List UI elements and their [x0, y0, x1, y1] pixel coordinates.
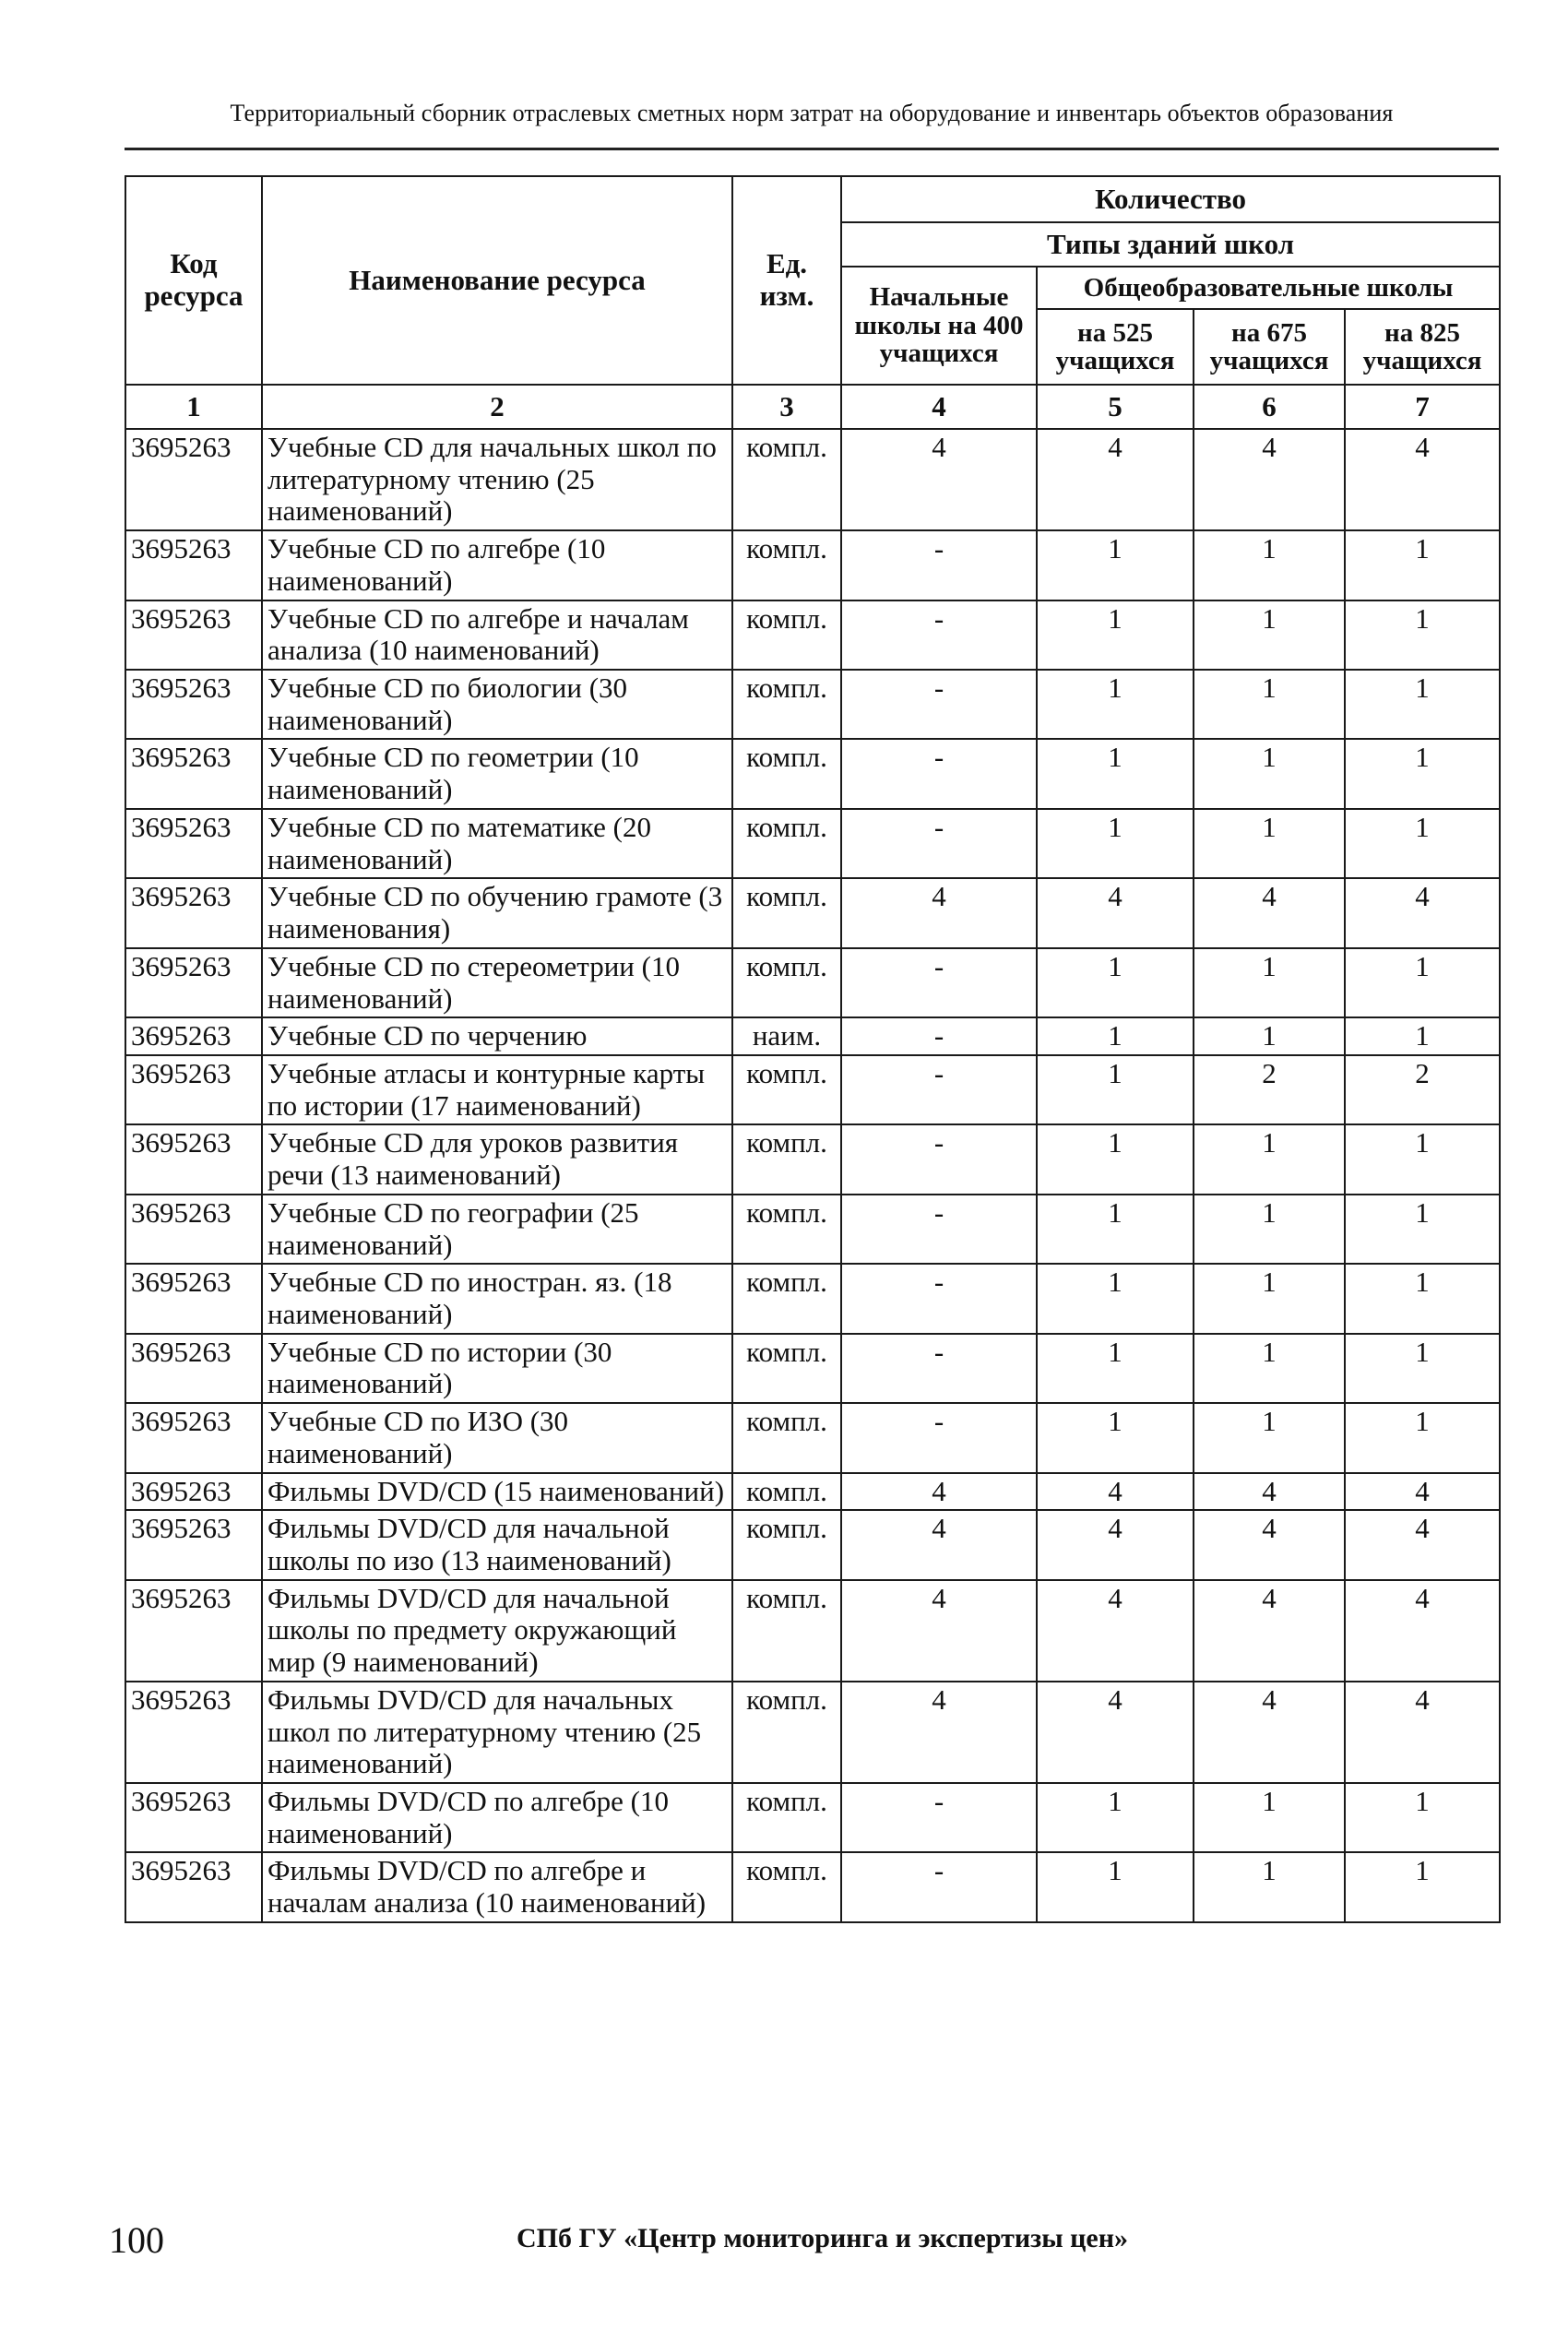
qty-825-cell: 1: [1345, 1403, 1500, 1472]
resource-name-cell: Учебные CD по иностран. яз. (18 наименований): [262, 1264, 732, 1333]
qty-525-cell: 1: [1037, 1852, 1194, 1921]
table-row: [125, 809, 1500, 878]
resource-name-cell: Учебные CD по истории (30 наименований): [262, 1334, 732, 1403]
qty-675-cell: 1: [1194, 530, 1345, 600]
table-row: [125, 1682, 1500, 1783]
page-number: 100: [109, 2219, 164, 2261]
qty-825-cell: 1: [1345, 1334, 1500, 1403]
col-header-525: на 525 учащихся: [1037, 309, 1194, 385]
table-row: [125, 600, 1500, 670]
column-number: 6: [1194, 385, 1345, 429]
qty-525-cell: 1: [1037, 809, 1194, 878]
resource-code-cell: 3695263: [125, 600, 262, 670]
column-number: 4: [841, 385, 1037, 429]
resource-table: [125, 175, 1501, 1923]
qty-primary-400-cell: -: [841, 1017, 1037, 1055]
qty-825-cell: 1: [1345, 1264, 1500, 1333]
qty-525-cell: 4: [1037, 429, 1194, 530]
qty-825-cell: 1: [1345, 670, 1500, 739]
qty-675-cell: 4: [1194, 1473, 1345, 1511]
qty-825-cell: 4: [1345, 1473, 1500, 1511]
qty-825-cell: 1: [1345, 1783, 1500, 1852]
qty-525-cell: 1: [1037, 739, 1194, 808]
qty-primary-400-cell: -: [841, 809, 1037, 878]
qty-825-cell: 1: [1345, 1017, 1500, 1055]
resource-name-cell: Учебные CD для начальных школ по литературному чтению (25 наименований): [262, 429, 732, 530]
unit-cell: компл.: [732, 670, 841, 739]
qty-825-cell: 4: [1345, 878, 1500, 947]
resource-name-cell: Фильмы DVD/CD для начальных школ по литературному чтению (25 наименований): [262, 1682, 732, 1783]
resource-code-cell: 3695263: [125, 429, 262, 530]
resource-name-cell: Учебные CD по ИЗО (30 наименований): [262, 1403, 732, 1472]
qty-675-cell: 1: [1194, 600, 1345, 670]
qty-primary-400-cell: 4: [841, 878, 1037, 947]
resource-name-cell: Учебные CD по обучению грамоте (3 наименования): [262, 878, 732, 947]
table-row: [125, 1510, 1500, 1579]
unit-cell: компл.: [732, 1580, 841, 1682]
qty-675-cell: 1: [1194, 670, 1345, 739]
qty-525-cell: 1: [1037, 948, 1194, 1017]
qty-525-cell: 4: [1037, 1580, 1194, 1682]
resource-code-cell: 3695263: [125, 739, 262, 808]
qty-525-cell: 1: [1037, 1264, 1194, 1333]
qty-525-cell: 1: [1037, 600, 1194, 670]
qty-primary-400-cell: -: [841, 530, 1037, 600]
column-number: 1: [125, 385, 262, 429]
resource-code-cell: 3695263: [125, 1510, 262, 1579]
col-header-general-schools: Общеобразовательные школы: [1037, 267, 1500, 309]
qty-675-cell: 1: [1194, 1017, 1345, 1055]
unit-cell: компл.: [732, 1055, 841, 1124]
header-divider: [125, 148, 1499, 150]
resource-code-cell: 3695263: [125, 670, 262, 739]
qty-675-cell: 1: [1194, 948, 1345, 1017]
unit-cell: компл.: [732, 1124, 841, 1194]
qty-525-cell: 1: [1037, 1055, 1194, 1124]
column-number: 3: [732, 385, 841, 429]
table-row: [125, 1334, 1500, 1403]
qty-525-cell: 1: [1037, 1124, 1194, 1194]
resource-name-cell: Учебные CD по черчению: [262, 1017, 732, 1055]
unit-cell: компл.: [732, 948, 841, 1017]
resource-name-cell: Фильмы DVD/CD для начальной школы по изо (13 наименований): [262, 1510, 732, 1579]
col-header-quantity: Количество: [841, 176, 1500, 222]
column-number: 7: [1345, 385, 1500, 429]
unit-cell: компл.: [732, 739, 841, 808]
resource-code-cell: 3695263: [125, 948, 262, 1017]
resource-code-cell: 3695263: [125, 1783, 262, 1852]
qty-primary-400-cell: -: [841, 1195, 1037, 1264]
qty-primary-400-cell: -: [841, 1783, 1037, 1852]
qty-825-cell: 1: [1345, 530, 1500, 600]
resource-name-cell: Учебные CD по географии (25 наименований): [262, 1195, 732, 1264]
unit-cell: компл.: [732, 530, 841, 600]
qty-primary-400-cell: -: [841, 739, 1037, 808]
qty-primary-400-cell: -: [841, 1334, 1037, 1403]
qty-525-cell: 4: [1037, 878, 1194, 947]
resource-name-cell: Фильмы DVD/CD по алгебре (10 наименований): [262, 1783, 732, 1852]
qty-primary-400-cell: -: [841, 1852, 1037, 1921]
resource-name-cell: Учебные атласы и контурные карты по истории (17 наименований): [262, 1055, 732, 1124]
qty-825-cell: 2: [1345, 1055, 1500, 1124]
unit-cell: компл.: [732, 1682, 841, 1783]
qty-525-cell: 1: [1037, 1334, 1194, 1403]
qty-675-cell: 4: [1194, 429, 1345, 530]
qty-675-cell: 1: [1194, 1783, 1345, 1852]
qty-525-cell: 1: [1037, 1783, 1194, 1852]
table-row: [125, 1580, 1500, 1682]
resource-name-cell: Учебные CD по математике (20 наименований): [262, 809, 732, 878]
unit-cell: компл.: [732, 429, 841, 530]
resource-code-cell: 3695263: [125, 878, 262, 947]
resource-name-cell: Учебные CD для уроков развития речи (13 наименований): [262, 1124, 732, 1194]
qty-825-cell: 1: [1345, 809, 1500, 878]
qty-525-cell: 1: [1037, 530, 1194, 600]
qty-825-cell: 1: [1345, 739, 1500, 808]
qty-825-cell: 1: [1345, 1195, 1500, 1264]
qty-primary-400-cell: 4: [841, 1473, 1037, 1511]
column-number: 5: [1037, 385, 1194, 429]
resource-name-cell: Фильмы DVD/CD (15 наименований): [262, 1473, 732, 1511]
resource-name-cell: Фильмы DVD/CD по алгебре и началам анализа (10 наименований): [262, 1852, 732, 1921]
unit-cell: компл.: [732, 809, 841, 878]
unit-cell: компл.: [732, 1403, 841, 1472]
qty-675-cell: 2: [1194, 1055, 1345, 1124]
resource-name-cell: Учебные CD по геометрии (10 наименований): [262, 739, 732, 808]
resource-code-cell: 3695263: [125, 809, 262, 878]
table-row: [125, 1473, 1500, 1511]
table-row: [125, 1852, 1500, 1921]
table-row: [125, 1783, 1500, 1852]
table-row: [125, 878, 1500, 947]
col-header-building-types: Типы зданий школ: [841, 222, 1500, 267]
qty-675-cell: 1: [1194, 1334, 1345, 1403]
resource-code-cell: 3695263: [125, 1124, 262, 1194]
unit-cell: компл.: [732, 878, 841, 947]
unit-cell: компл.: [732, 600, 841, 670]
table-row: [125, 1264, 1500, 1333]
table-row: [125, 429, 1500, 530]
table-row: [125, 1403, 1500, 1472]
resource-code-cell: 3695263: [125, 1017, 262, 1055]
qty-primary-400-cell: 4: [841, 1580, 1037, 1682]
col-header-name: Наименование ресурса: [262, 176, 732, 385]
qty-825-cell: 4: [1345, 1682, 1500, 1783]
unit-cell: компл.: [732, 1195, 841, 1264]
qty-primary-400-cell: -: [841, 1403, 1037, 1472]
unit-cell: компл.: [732, 1510, 841, 1579]
table-row: [125, 1017, 1500, 1055]
unit-cell: компл.: [732, 1473, 841, 1511]
resource-code-cell: 3695263: [125, 1682, 262, 1783]
qty-825-cell: 1: [1345, 948, 1500, 1017]
qty-675-cell: 1: [1194, 1852, 1345, 1921]
qty-825-cell: 4: [1345, 1510, 1500, 1579]
resource-name-cell: Учебные CD по биологии (30 наименований): [262, 670, 732, 739]
qty-primary-400-cell: -: [841, 1264, 1037, 1333]
qty-primary-400-cell: -: [841, 600, 1037, 670]
column-number-row: [125, 385, 1500, 429]
table-row: [125, 530, 1500, 600]
table-row: [125, 948, 1500, 1017]
qty-525-cell: 1: [1037, 1017, 1194, 1055]
qty-825-cell: 1: [1345, 600, 1500, 670]
qty-primary-400-cell: 4: [841, 429, 1037, 530]
qty-primary-400-cell: -: [841, 670, 1037, 739]
table-row: [125, 739, 1500, 808]
qty-primary-400-cell: -: [841, 1124, 1037, 1194]
qty-825-cell: 1: [1345, 1124, 1500, 1194]
qty-675-cell: 1: [1194, 809, 1345, 878]
unit-cell: наим.: [732, 1017, 841, 1055]
resource-name-cell: Учебные CD по алгебре (10 наименований): [262, 530, 732, 600]
unit-cell: компл.: [732, 1334, 841, 1403]
resource-code-cell: 3695263: [125, 1264, 262, 1333]
table-row: [125, 1195, 1500, 1264]
col-header-primary-schools: Начальные школы на 400 учащихся: [841, 267, 1037, 385]
qty-525-cell: 4: [1037, 1510, 1194, 1579]
qty-525-cell: 4: [1037, 1473, 1194, 1511]
unit-cell: компл.: [732, 1783, 841, 1852]
unit-cell: компл.: [732, 1264, 841, 1333]
qty-825-cell: 4: [1345, 429, 1500, 530]
col-header-675: на 675 учащихся: [1194, 309, 1345, 385]
qty-675-cell: 4: [1194, 878, 1345, 947]
qty-675-cell: 4: [1194, 1580, 1345, 1682]
col-header-unit: Ед. изм.: [732, 176, 841, 385]
qty-675-cell: 4: [1194, 1682, 1345, 1783]
resource-code-cell: 3695263: [125, 1473, 262, 1511]
qty-525-cell: 1: [1037, 1195, 1194, 1264]
table-row: [125, 670, 1500, 739]
qty-825-cell: 1: [1345, 1852, 1500, 1921]
resource-code-cell: 3695263: [125, 1334, 262, 1403]
table-row: [125, 1124, 1500, 1194]
resource-name-cell: Учебные CD по стереометрии (10 наименований): [262, 948, 732, 1017]
qty-675-cell: 1: [1194, 1264, 1345, 1333]
column-number: 2: [262, 385, 732, 429]
resource-name-cell: Учебные CD по алгебре и началам анализа (10 наименований): [262, 600, 732, 670]
qty-525-cell: 4: [1037, 1682, 1194, 1783]
qty-675-cell: 1: [1194, 1195, 1345, 1264]
qty-675-cell: 1: [1194, 739, 1345, 808]
resource-code-cell: 3695263: [125, 1403, 262, 1472]
col-header-825: на 825 учащихся: [1345, 309, 1500, 385]
qty-525-cell: 1: [1037, 1403, 1194, 1472]
qty-675-cell: 1: [1194, 1403, 1345, 1472]
qty-primary-400-cell: 4: [841, 1510, 1037, 1579]
qty-primary-400-cell: -: [841, 1055, 1037, 1124]
table-row: [125, 1055, 1500, 1124]
resource-name-cell: Фильмы DVD/CD для начальной школы по предмету окружающий мир (9 наименований): [262, 1580, 732, 1682]
qty-primary-400-cell: -: [841, 948, 1037, 1017]
col-header-code: Код ресурса: [125, 176, 262, 385]
qty-825-cell: 4: [1345, 1580, 1500, 1682]
resource-code-cell: 3695263: [125, 530, 262, 600]
page-header-title: Территориальный сборник отраслевых сметных норм затрат на оборудование и инвентарь объектов образования: [230, 100, 1394, 126]
qty-675-cell: 4: [1194, 1510, 1345, 1579]
resource-code-cell: 3695263: [125, 1055, 262, 1124]
resource-code-cell: 3695263: [125, 1580, 262, 1682]
resource-code-cell: 3695263: [125, 1195, 262, 1264]
qty-primary-400-cell: 4: [841, 1682, 1037, 1783]
resource-code-cell: 3695263: [125, 1852, 262, 1921]
qty-675-cell: 1: [1194, 1124, 1345, 1194]
footer-organization: СПб ГУ «Центр мониторинга и экспертизы цен»: [517, 2223, 1129, 2253]
qty-525-cell: 1: [1037, 670, 1194, 739]
unit-cell: компл.: [732, 1852, 841, 1921]
